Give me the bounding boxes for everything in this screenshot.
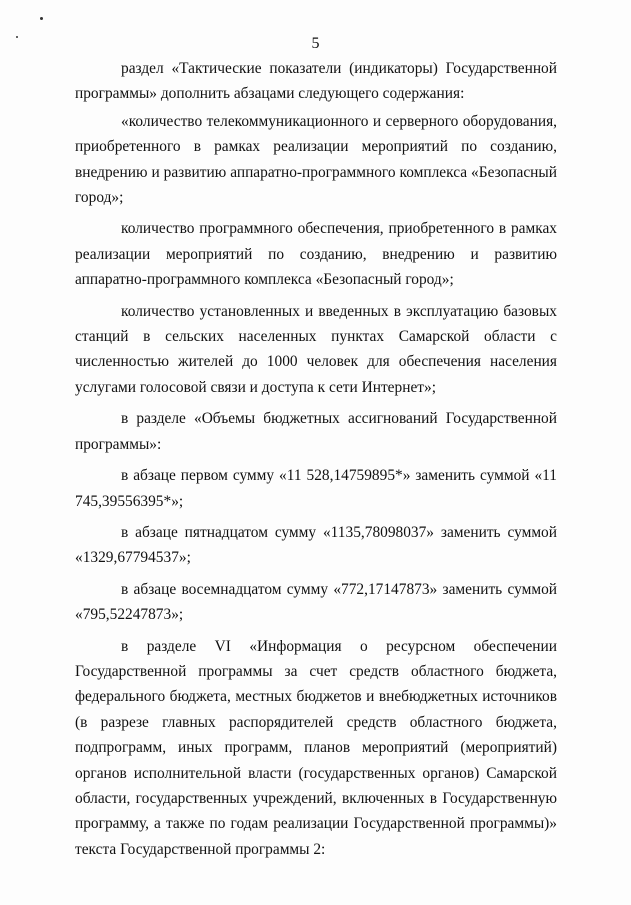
paragraph-base-stations-count: количество установленных и введенных в эксплуатацию базовых станций в сельских населенных пунктах Самарской области с численностью жителей до 1000 человек для обеспечения населения услугами голосовой связи и доступа к сети Интернет»; [75,302,557,396]
paragraph-eighteenth-sum-replacement: в абзаце восемнадцатом сумму «772,17147873» заменить суммой «795,52247873»; [75,580,557,624]
paragraph-software-count: количество программного обеспечения, приобретенного в рамках реализации мероприятий по созданию, внедрению и развитию аппаратно-программного комплекса «Безопасный город»; [75,220,557,289]
document-body [75,56,557,868]
paragraph-budget-allocations-section: в разделе «Объемы бюджетных ассигнований Государственной программы»: [75,410,557,453]
paragraph-section-vi-resources: в разделе VI «Информация о ресурсном обеспечении Государственной программы за счет средств областного бюджета, федерального бюджета, местных бюджетов и внебюджетных источников (в разрезе главных распорядителей средств областного бюджета, подпрограмм, иных программ, планов мероприятий (мероприятий) органов исполнительной власти (государственных органов) Самарской области, государственных учреждений, включенных в Государственную программу, а также по годам реализации Государственной программы)» текста Государственной программы 2: [75,637,557,858]
page-number: 5 [311,35,320,52]
paragraph-first-sum-replacement: в абзаце первом сумму «11 528,14759895*» заменить суммой «11 745,39556395*»; [75,467,557,510]
paragraph-fifteenth-sum-replacement: в абзаце пятнадцатом сумму «1135,78098037» заменить суммой «1329,67794537»; [75,523,557,567]
paragraph-tactical-indicators-intro: раздел «Тактические показатели (индикаторы) Государственной программы» дополнить абзацами следующего содержания: [75,60,557,103]
scan-artifact-dot [40,17,43,20]
paragraph-telecom-equipment-count: «количество телекоммуникационного и серверного оборудования, приобретенного в рамках реализации мероприятий по созданию, внедрению и развитию аппаратно-программного комплекса «Безопасный город»; [75,112,557,207]
